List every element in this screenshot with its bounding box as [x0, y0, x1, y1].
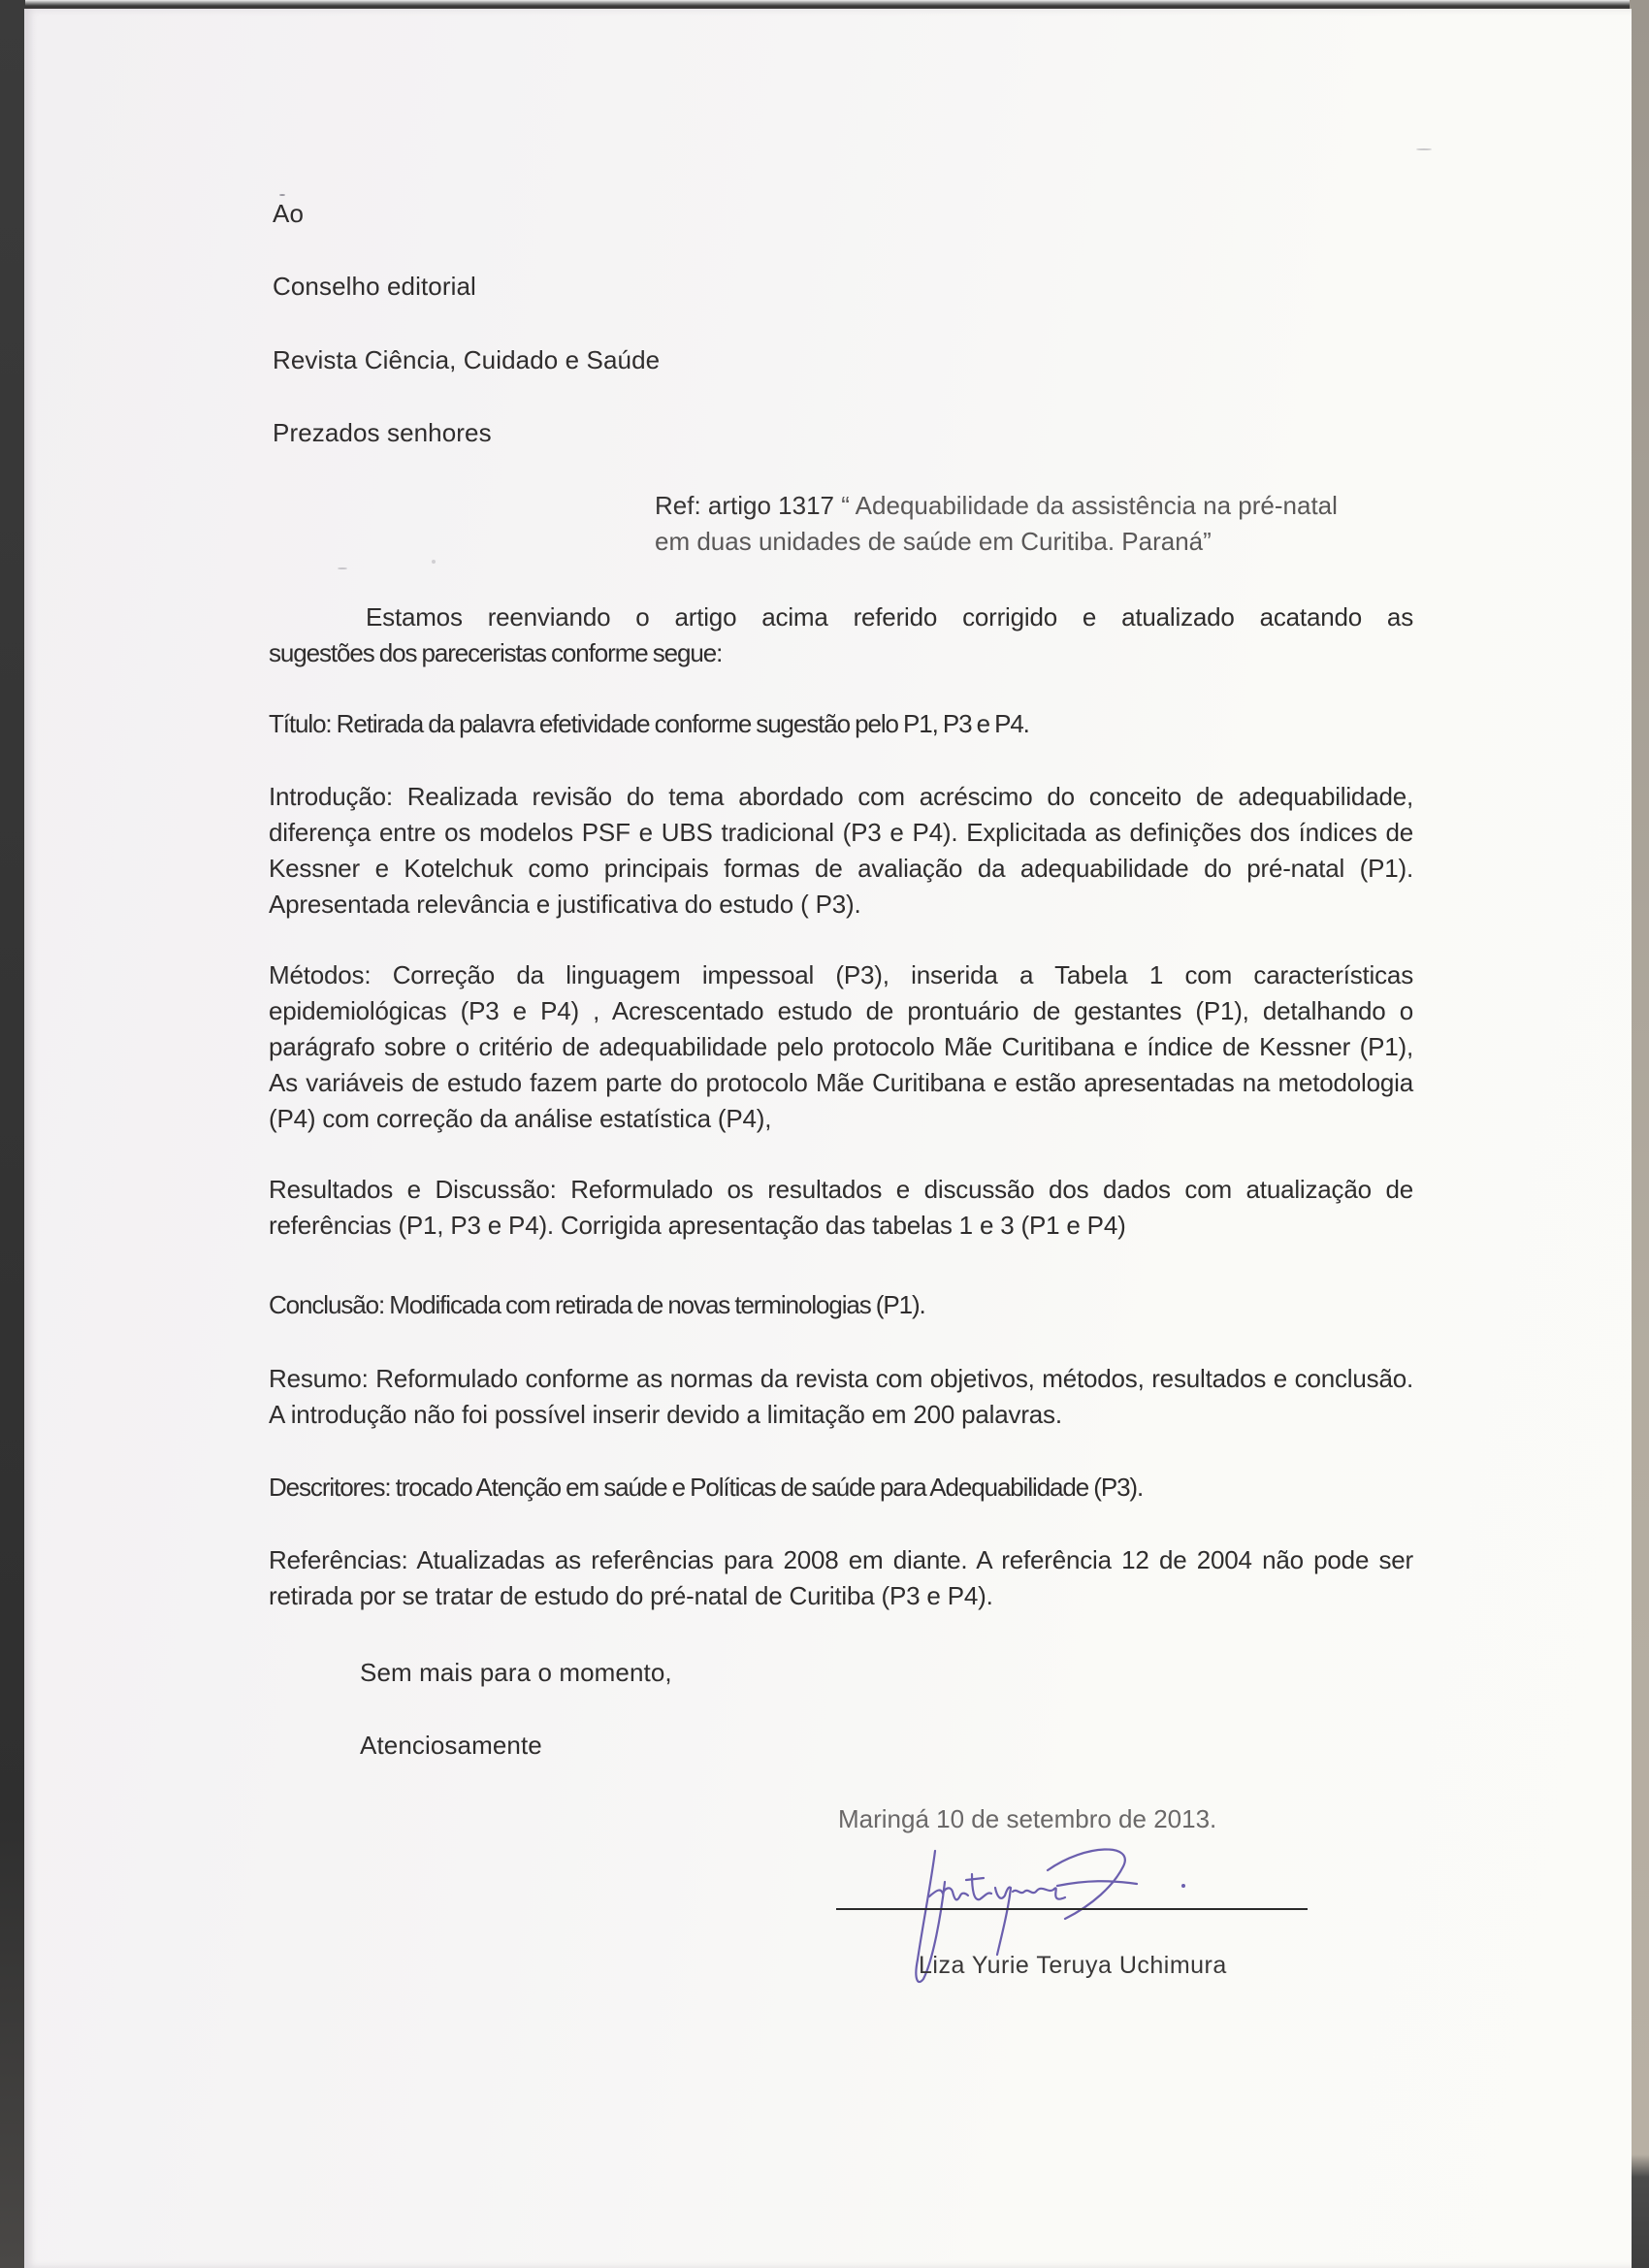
scan-speck — [338, 567, 347, 569]
salutation: Prezados senhores — [273, 418, 492, 447]
reference-line-1 — [655, 488, 1431, 524]
section-conclusao: Conclusão: Modificada com retirada de novas terminologias (P1). — [269, 1290, 925, 1319]
place-date: Maringá 10 de setembro de 2013. — [838, 1804, 1217, 1833]
signature-stroke — [1013, 1888, 1065, 1898]
signature-stroke — [929, 1888, 968, 1899]
signature-stroke — [995, 1887, 1011, 1955]
signature-stroke — [966, 1878, 984, 1880]
intro-line-1: Estamos reenviando o artigo acima referido corrigido e atualizado acatando as — [366, 602, 1413, 632]
recipient-line-journal: Revista Ciência, Cuidado e Saúde — [273, 345, 661, 374]
closing-line-1: Sem mais para o momento, — [360, 1658, 672, 1687]
section-resumo: Resumo: Reformulado conforme as normas da revista com objetivos, métodos, resultados e conclusão. A introdução não foi possível inserir devido a limitação em 200 palavras. — [269, 1364, 1413, 1429]
signature-line — [836, 1908, 1308, 1910]
recipient-line-council: Conselho editorial — [273, 272, 476, 301]
scan-top-edge — [0, 0, 1649, 6]
signature-dot — [1181, 1884, 1185, 1888]
section-referencias: Referências: Atualizadas as referências para 2008 em diante. A referência 12 de 2004 não pode ser retirada por se tratar de estudo do pré-natal de Curitiba (P3 e P4). — [269, 1545, 1413, 1610]
letter-page — [24, 9, 1632, 2268]
intro-paragraph — [269, 599, 1413, 671]
scan-left-edge — [0, 0, 25, 2268]
intro-line-2: sugestões dos pareceristas conforme segue: — [269, 638, 723, 667]
signer-name: Liza Yurie Teruya Uchimura — [919, 1952, 1227, 1979]
reference-prefix: Ref: artigo 1317 — [655, 491, 842, 520]
section-resultados: Resultados e Discussão: Reformulado os resultados e discussão dos dados com atualização de referências (P1, P3 e P4). Corrigida apresentação das tabelas 1 e 3 (P1 e P4) — [269, 1175, 1413, 1240]
recipient-line-ao: Ao — [273, 199, 305, 228]
signature-stroke — [1057, 1881, 1137, 1886]
scan-right-edge — [1630, 0, 1649, 2268]
scan-speck — [432, 560, 436, 564]
reference-line-2: em duas unidades de saúde em Curitiba. Paraná” — [655, 527, 1212, 556]
section-introducao: Introdução: Realizada revisão do tema abordado com acréscimo do conceito de adequabilidade, diferença entre os modelos PSF e UBS tradicional (P3 e P4). Explicitada as definições dos índices de Kessner e Kotelchuk como principais formas de avaliação da adequabilidade do pré-natal (P1). Apresentada relevância e justificativa do estudo ( P3). — [269, 782, 1413, 919]
reference-title-part1: “ Adequabilidade da assistência na pré-natal — [841, 491, 1338, 520]
section-metodos: Métodos: Correção da linguagem impessoal (P3), inserida a Tabela 1 com características epidemiológicas (P3 e P4) , Acrescentado estudo de prontuário de gestantes (P1), detalhando o parágrafo sobre o critério de adequabilidade pelo protocolo Mãe Curitibana e índice de Kessner (P1), As variáveis de estudo fazem parte do protocolo Mãe Curitibana e estão apresentadas na metodologia (P4) com correção da análise estatística (P4), — [269, 960, 1413, 1133]
section-descritores: Descritores: trocado Atenção em saúde e Políticas de saúde para Adequabilidade (P3). — [269, 1473, 1144, 1502]
scan-speck — [1416, 148, 1432, 150]
closing-line-2: Atenciosamente — [360, 1731, 542, 1760]
section-titulo: Título: Retirada da palavra efetividade conforme sugestão pelo P1, P3 e P4. — [269, 709, 1029, 738]
article-reference — [655, 488, 1431, 560]
